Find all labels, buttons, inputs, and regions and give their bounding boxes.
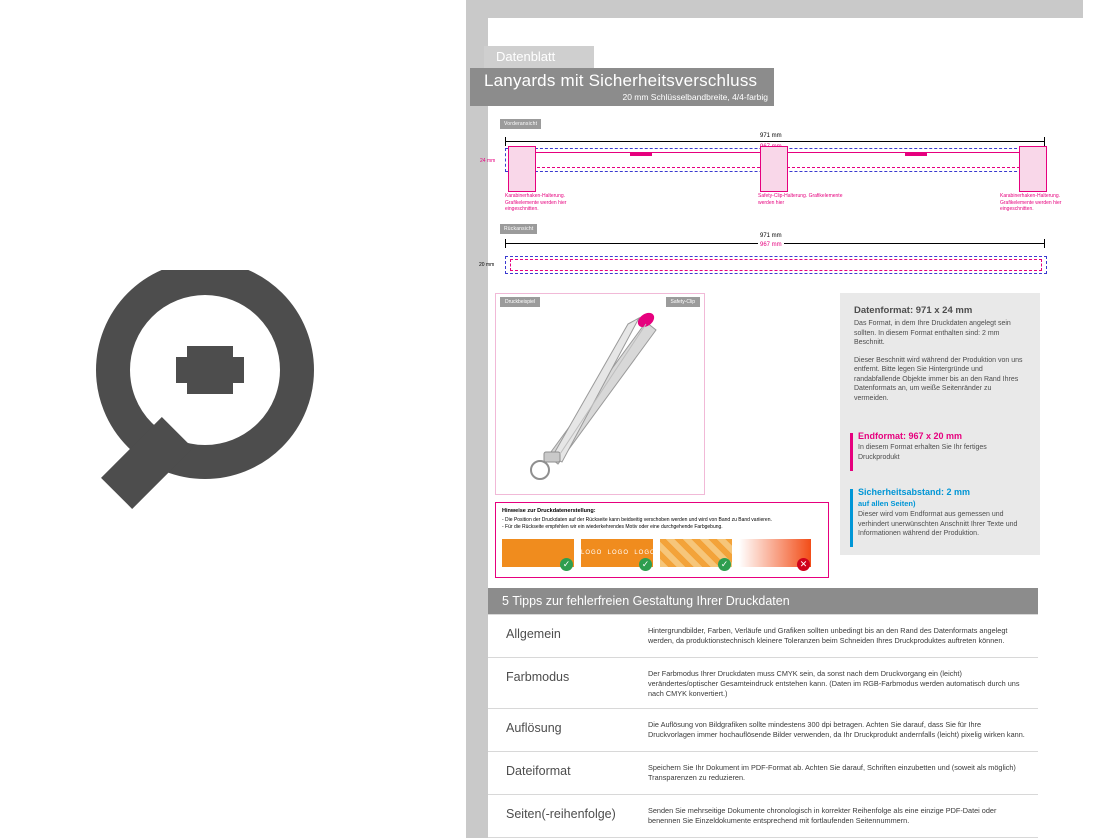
datenblatt-tab: Datenblatt bbox=[484, 46, 594, 68]
table-row bbox=[488, 709, 1038, 752]
preview-label-left: Druckbeispiel bbox=[500, 297, 540, 307]
datenformat-text: Das Format, in dem Ihre Druckdaten angelegt sein sollten. In diesem Format enthalten sind: 2 mm Beschnitt. bbox=[854, 320, 1011, 346]
front-view-label: Vorderansicht bbox=[500, 119, 541, 129]
datenformat-heading: Datenformat: 971 x 24 mm bbox=[854, 305, 973, 316]
lanyard-preview bbox=[495, 293, 705, 495]
back-view-label: Rückansicht bbox=[500, 224, 537, 234]
print-hints-box bbox=[495, 502, 829, 578]
tip-term: Auflösung bbox=[506, 721, 562, 735]
endformat-text: In diesem Format erhalten Sie Ihr fertiges Druckprodukt bbox=[858, 444, 987, 461]
note-left: Karabinerhaken-Halterung. Grafikelemente werden hier eingeschnitten. bbox=[505, 193, 567, 212]
bleed-text: Dieser Beschnitt wird während der Produktion von uns entfernt. Bitte legen Sie Hintergründe und randabfallende Objekte immer bis an den Rand Ihres Datenformats an, um weiße Seitenränder zu vermeiden. bbox=[854, 356, 1023, 402]
repeating-text-swatch: LOGO LOGO LOGO bbox=[581, 539, 653, 567]
tips-table bbox=[488, 614, 1038, 838]
lanyard-illustration bbox=[496, 294, 704, 494]
endformat-heading: Endformat: 967 x 20 mm bbox=[858, 431, 963, 441]
tip-text: Die Auflösung von Bildgrafiken sollte mindestens 300 dpi betragen. Achten Sie darauf, dass Sie für Ihre Druckvorlagen immer hochauflösende Bilder verwenden, da Ihr Druckprodukt andernfalls (leicht) pixelig wirken kann. bbox=[648, 720, 1025, 739]
note-right: Karabinerhaken-Halterung. Grafikelemente werden hier eingeschnitten. bbox=[1000, 193, 1062, 212]
tip-term: Allgemein bbox=[506, 627, 561, 641]
sicherheitsabstand-heading: Sicherheitsabstand: 2 mm bbox=[858, 487, 971, 497]
swatch-status-1: ✓ bbox=[560, 558, 573, 571]
sicherheitsabstand-sub: auf allen Seiten) bbox=[858, 499, 916, 508]
dim-cap-left-top bbox=[505, 137, 506, 146]
tip-term: Farbmodus bbox=[506, 670, 570, 684]
tip-text: Der Farbmodus Ihrer Druckdaten muss CMYK sein, da sonst nach dem Druckvorgang ein (leicht) verändertes/optischer Gesamteindruck entstehen kann. (Daten im RGB-Farbmodus werden automatisch durch uns nach CMYK konvertiert.) bbox=[648, 669, 1020, 698]
tip-text: Senden Sie mehrseitige Dokumente chronologisch in korrekter Reihenfolge als eine einzige PDF-Datei oder benennen Sie Einzeldokumente entsprechend mit fortlaufenden Seitennummern. bbox=[648, 806, 997, 825]
preview-label-right: Safety-Clip bbox=[666, 297, 700, 307]
clip-area-right bbox=[1019, 146, 1047, 192]
sicherheitsabstand-text: Dieser wird vom Endformat aus gemessen und verhindert unerwünschten Anschnitt Ihrer Texte und Informationen während der Produktion. bbox=[858, 511, 1018, 537]
tips-heading: 5 Tipps zur fehlerfreien Gestaltung Ihrer Druckdaten bbox=[488, 588, 1038, 614]
page-title: Lanyards mit Sicherheitsverschluss bbox=[484, 71, 758, 90]
hint-line-2: - Für die Rückseite empfehlen wir ein wiederkehrendes Motiv oder eine durchgehende Farbgebung. bbox=[502, 523, 723, 530]
tip-text: Speichern Sie Ihr Dokument im PDF-Format ab. Achten Sie darauf, Schriften einzubetten und (soweit als möglich) Transparenzen zu reduzieren. bbox=[648, 763, 1016, 782]
page-subtitle: 20 mm Schlüsselbandbreite, 4/4-farbig bbox=[622, 92, 768, 102]
table-row bbox=[488, 795, 1038, 838]
format-info-panel bbox=[840, 293, 1040, 555]
document-title-bar bbox=[470, 68, 774, 106]
tip-term: Seiten(-reihenfolge) bbox=[506, 807, 616, 821]
table-row bbox=[488, 658, 1038, 709]
swatch-status-2: ✓ bbox=[639, 558, 652, 571]
dim-outer-bottom: 971 mm bbox=[760, 233, 782, 239]
clip-area-left bbox=[508, 146, 536, 192]
band-safety-back bbox=[510, 259, 1042, 271]
dim-cap-right-bottom bbox=[1044, 239, 1045, 248]
swatch-status-4: ✕ bbox=[797, 558, 810, 571]
dim-cap-left-bottom bbox=[505, 239, 506, 248]
table-row bbox=[488, 614, 1038, 658]
tick-left bbox=[630, 152, 652, 156]
dim-height-front: 24 mm bbox=[480, 158, 496, 164]
magenta-marker bbox=[850, 433, 853, 471]
note-center: Safety-Clip-Halterung. Grafikelemente werden hier bbox=[758, 193, 843, 206]
clip-area-center bbox=[760, 146, 788, 192]
dim-line-outer-top bbox=[505, 141, 1045, 142]
dim-outer-top: 971 mm bbox=[760, 133, 782, 139]
tick-right bbox=[905, 152, 927, 156]
hint-title: Hinweise zur Druckdatenerstellung: bbox=[502, 508, 596, 514]
table-row bbox=[488, 752, 1038, 795]
tip-term: Dateiformat bbox=[506, 764, 571, 778]
hint-line-1: - Die Position der Druckdaten auf der Rückseite kann beidseitig verschoben werden und wird von Band zu Band variieren. bbox=[502, 517, 772, 523]
tip-text: Hintergrundbilder, Farben, Verläufe und Grafiken sollten unbedingt bis an den Rand des Datenformats angelegt werden, da produktionstechnisch kleinere Toleranzen beim Schneiden Ihres Druckproduktes auftreten können. bbox=[648, 626, 1008, 645]
swatch-status-3: ✓ bbox=[718, 558, 731, 571]
dim-cap-right-top bbox=[1044, 137, 1045, 146]
dim-inner-bottom: 967 mm bbox=[760, 242, 782, 248]
dim-height-back: 20 mm bbox=[479, 262, 495, 268]
blue-marker bbox=[850, 489, 853, 547]
